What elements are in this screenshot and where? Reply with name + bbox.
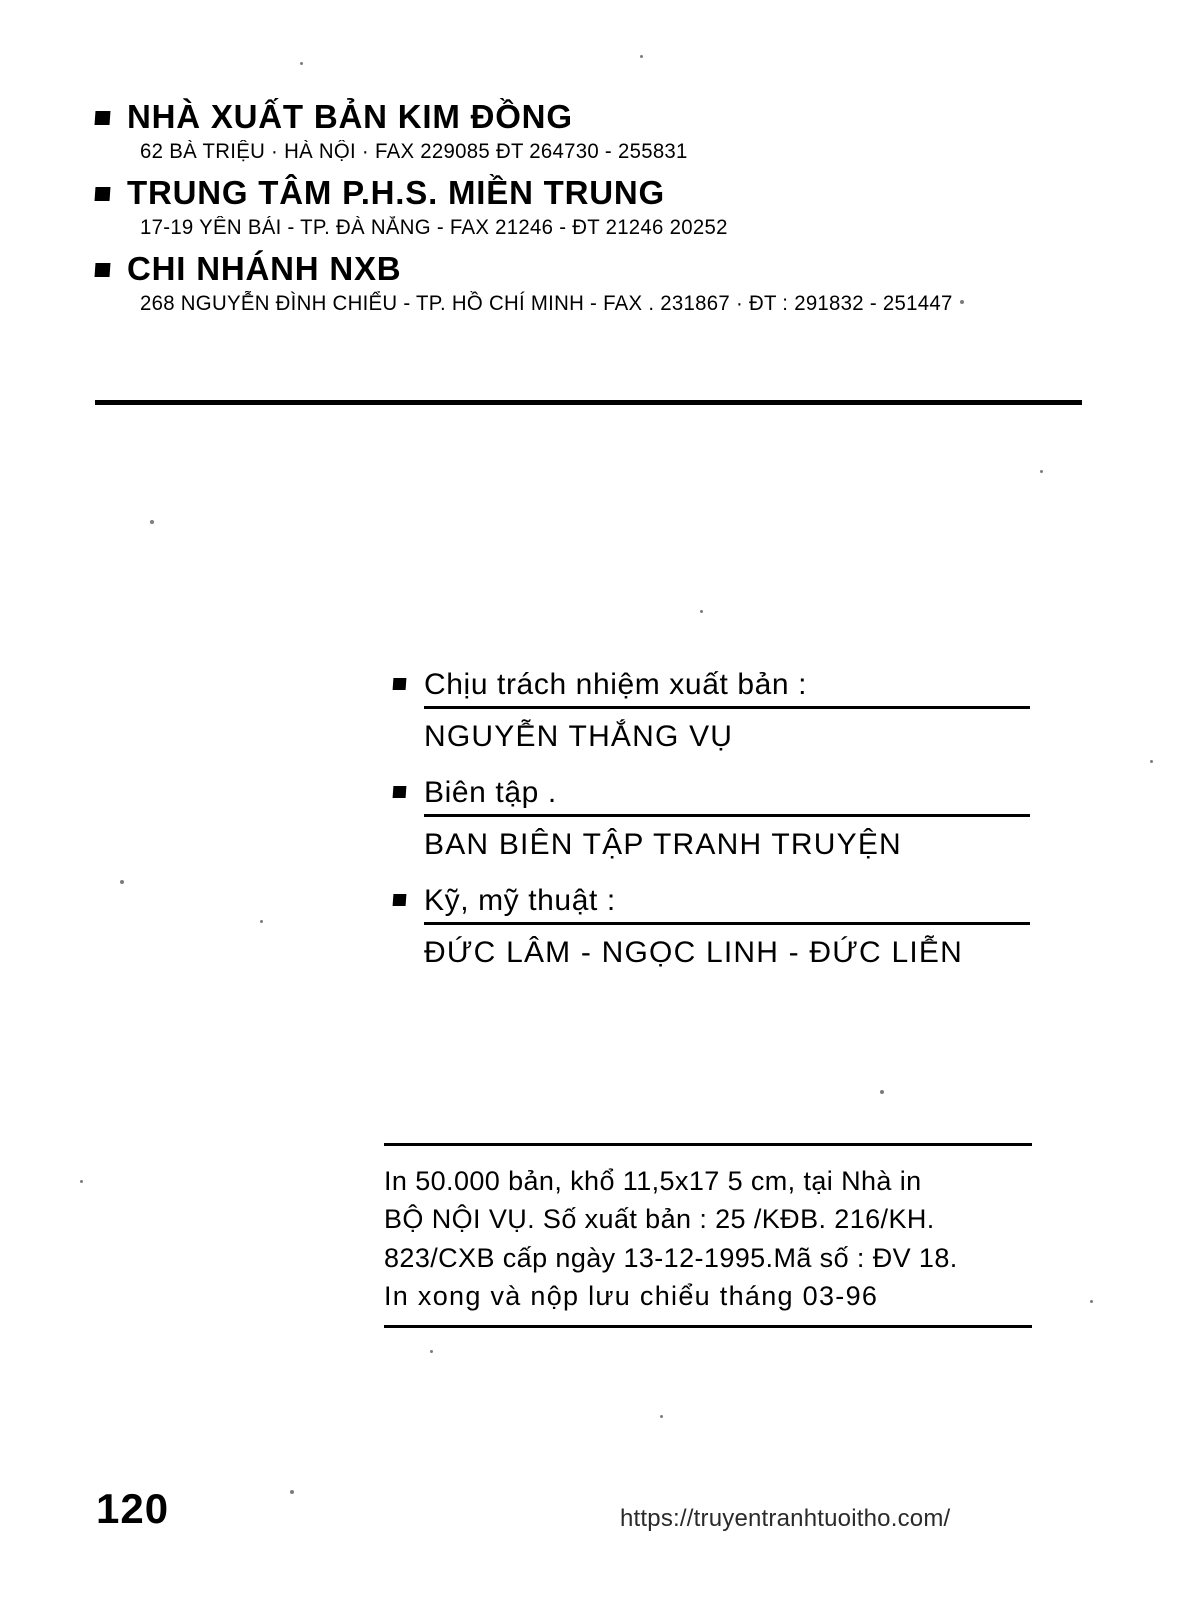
publisher-entry: [95, 98, 1095, 164]
credit-label: Chịu trách nhiệm xuất bản :: [424, 668, 808, 701]
square-bullet-icon: [393, 678, 407, 690]
scan-speck: [1040, 470, 1043, 473]
credit-value: BAN BIÊN TẬP TRANH TRUYỆN: [424, 828, 902, 861]
publisher-heading: [95, 98, 1095, 136]
scan-speck: [880, 1090, 884, 1094]
publisher-address: 62 BÀ TRIỆU · HÀ NỘI · FAX 229085 ĐT 264730 - 255831: [140, 139, 688, 163]
credit-row: [393, 668, 1033, 754]
credits-block: [393, 668, 1033, 976]
credit-underline: [424, 706, 1030, 709]
publisher-address: 17-19 YÊN BÁI - TP. ĐÀ NẴNG - FAX 21246 - ĐT 21246 20252: [140, 215, 728, 239]
scan-speck: [960, 300, 964, 304]
scan-speck: [700, 610, 703, 613]
credit-label-line: [393, 884, 1033, 918]
scan-speck: [1150, 760, 1153, 763]
page-number: 120: [96, 1485, 170, 1532]
scan-speck: [260, 920, 263, 923]
publisher-entry: [95, 250, 1095, 316]
publisher-heading: [95, 250, 1095, 288]
imprint-bottom-rule: [384, 1325, 1032, 1328]
imprint-line: In xong và nộp lưu chiểu tháng 03-96: [384, 1280, 879, 1311]
scan-speck: [120, 880, 124, 884]
scan-speck: [150, 520, 154, 524]
imprint-lines: [384, 1146, 1032, 1325]
square-bullet-icon: [95, 263, 111, 277]
square-bullet-icon: [95, 111, 111, 125]
scan-speck: [300, 62, 303, 65]
credit-row: [393, 776, 1033, 862]
credit-value: ĐỨC LÂM - NGỌC LINH - ĐỨC LIỄN: [424, 936, 963, 969]
square-bullet-icon: [393, 786, 407, 798]
publisher-entry: [95, 174, 1095, 240]
publisher-heading: [95, 174, 1095, 212]
scan-speck: [290, 1490, 294, 1494]
credit-underline: [424, 814, 1030, 817]
credit-label: Kỹ, mỹ thuật :: [424, 884, 616, 917]
credit-value: NGUYỄN THẮNG VỤ: [424, 720, 734, 753]
scan-speck: [430, 1350, 433, 1353]
credit-row: [393, 884, 1033, 970]
imprint-line: In 50.000 bản, khổ 11,5x17 5 cm, tại Nhà in: [384, 1166, 922, 1196]
publisher-block: [95, 98, 1095, 326]
square-bullet-icon: [393, 894, 407, 906]
publisher-name: NHÀ XUẤT BẢN KIM ĐỒNG: [127, 98, 573, 135]
scan-speck: [1090, 1300, 1093, 1303]
publisher-name: CHI NHÁNH NXB: [127, 249, 402, 287]
publisher-address: 268 NGUYỄN ĐÌNH CHIỂU - TP. HỒ CHÍ MINH - FAX . 231867 · ĐT : 291832 - 251447: [140, 291, 953, 315]
imprint-line: 823/CXB cấp ngày 13-12-1995.Mã số : ĐV 18.: [384, 1242, 958, 1273]
publisher-name: TRUNG TÂM P.H.S. MIỀN TRUNG: [127, 173, 665, 211]
credit-underline: [424, 922, 1030, 925]
imprint-line: BỘ NỘI VỤ. Số xuất bản : 25 /KĐB. 216/KH.: [384, 1204, 935, 1235]
credit-label-line: [393, 668, 1033, 702]
scan-speck: [640, 55, 643, 58]
section-divider: [95, 400, 1082, 405]
source-watermark: https://truyentranhtuoitho.com/: [620, 1505, 951, 1532]
credit-label: Biên tập .: [424, 776, 557, 809]
scan-speck: [80, 1180, 83, 1183]
credit-label-line: [393, 776, 1033, 810]
scan-speck: [660, 1415, 663, 1418]
imprint-block: [384, 1143, 1032, 1328]
square-bullet-icon: [95, 187, 111, 201]
